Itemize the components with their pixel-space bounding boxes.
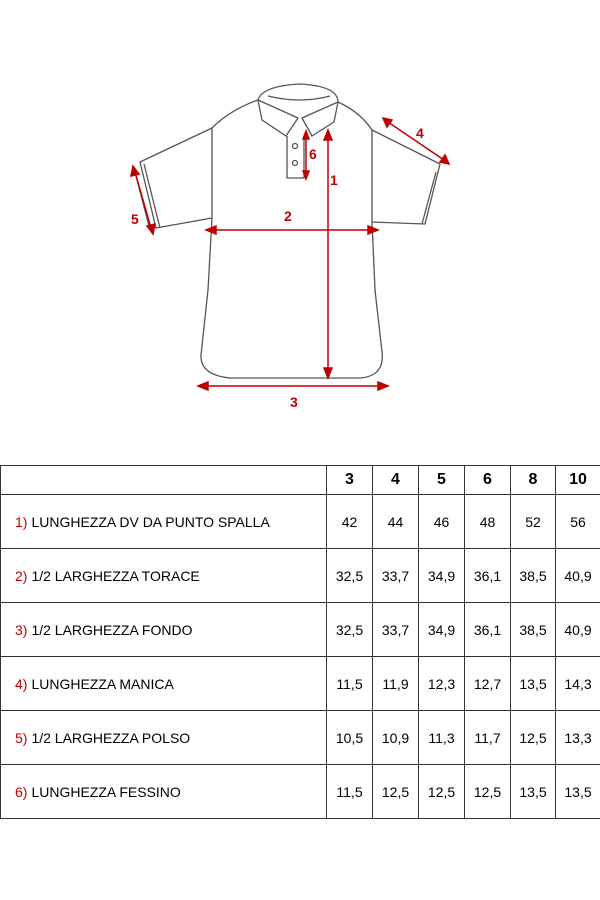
row-number: 6) bbox=[15, 783, 28, 800]
size-header: 4 bbox=[373, 466, 419, 495]
value-cell: 13,5 bbox=[556, 765, 600, 819]
row-number: 1) bbox=[15, 513, 28, 530]
measure-label-6: 6 bbox=[309, 146, 317, 162]
row-label-text: LUNGHEZZA DV DA PUNTO SPALLA bbox=[31, 513, 270, 530]
value-cell: 40,9 bbox=[556, 549, 600, 603]
table-row bbox=[1, 495, 600, 549]
measure-label-3: 3 bbox=[290, 394, 298, 410]
value-cell: 34,9 bbox=[419, 549, 465, 603]
value-cell: 11,5 bbox=[327, 765, 373, 819]
value-cell: 13,5 bbox=[511, 657, 556, 711]
row-label bbox=[1, 765, 327, 819]
measure-label-4: 4 bbox=[416, 125, 424, 141]
header-blank-cell bbox=[1, 466, 327, 495]
value-cell: 12,5 bbox=[419, 765, 465, 819]
value-cell: 12,5 bbox=[373, 765, 419, 819]
value-cell: 10,5 bbox=[327, 711, 373, 765]
size-header-row bbox=[1, 466, 600, 495]
size-header: 8 bbox=[511, 466, 556, 495]
value-cell: 48 bbox=[465, 495, 511, 549]
value-cell: 11,7 bbox=[465, 711, 511, 765]
row-label bbox=[1, 495, 327, 549]
row-number: 5) bbox=[15, 729, 28, 746]
value-cell: 46 bbox=[419, 495, 465, 549]
value-cell: 38,5 bbox=[511, 549, 556, 603]
table-row bbox=[1, 657, 600, 711]
size-header: 5 bbox=[419, 466, 465, 495]
value-cell: 13,5 bbox=[511, 765, 556, 819]
row-label-text: LUNGHEZZA MANICA bbox=[31, 675, 174, 692]
value-cell: 11,3 bbox=[419, 711, 465, 765]
measure-label-2: 2 bbox=[284, 208, 292, 224]
table-row bbox=[1, 603, 600, 657]
measure-label-1: 1 bbox=[330, 172, 338, 188]
row-label bbox=[1, 549, 327, 603]
row-label bbox=[1, 711, 327, 765]
value-cell: 12,3 bbox=[419, 657, 465, 711]
row-number: 2) bbox=[15, 567, 28, 584]
value-cell: 11,9 bbox=[373, 657, 419, 711]
value-cell: 56 bbox=[556, 495, 600, 549]
table-row bbox=[1, 711, 600, 765]
size-header: 6 bbox=[465, 466, 511, 495]
value-cell: 32,5 bbox=[327, 603, 373, 657]
size-header: 10 bbox=[556, 466, 600, 495]
row-label bbox=[1, 657, 327, 711]
value-cell: 13,3 bbox=[556, 711, 600, 765]
value-cell: 36,1 bbox=[465, 603, 511, 657]
value-cell: 12,7 bbox=[465, 657, 511, 711]
value-cell: 32,5 bbox=[327, 549, 373, 603]
value-cell: 12,5 bbox=[511, 711, 556, 765]
value-cell: 44 bbox=[373, 495, 419, 549]
row-number: 4) bbox=[15, 675, 28, 692]
row-label-text: 1/2 LARGHEZZA POLSO bbox=[31, 729, 191, 746]
value-cell: 33,7 bbox=[373, 603, 419, 657]
row-label-text: 1/2 LARGHEZZA FONDO bbox=[31, 621, 193, 638]
row-label-text: LUNGHEZZA FESSINO bbox=[31, 783, 181, 800]
value-cell: 42 bbox=[327, 495, 373, 549]
measurement-arrows bbox=[131, 118, 449, 390]
value-cell: 10,9 bbox=[373, 711, 419, 765]
value-cell: 40,9 bbox=[556, 603, 600, 657]
table-row bbox=[1, 765, 600, 819]
value-cell: 14,3 bbox=[556, 657, 600, 711]
value-cell: 34,9 bbox=[419, 603, 465, 657]
value-cell: 12,5 bbox=[465, 765, 511, 819]
row-label bbox=[1, 603, 327, 657]
value-cell: 52 bbox=[511, 495, 556, 549]
row-number: 3) bbox=[15, 621, 28, 638]
value-cell: 11,5 bbox=[327, 657, 373, 711]
shirt-outline bbox=[134, 84, 440, 378]
size-header: 3 bbox=[327, 466, 373, 495]
row-label-text: 1/2 LARGHEZZA TORACE bbox=[31, 567, 200, 584]
value-cell: 33,7 bbox=[373, 549, 419, 603]
value-cell: 38,5 bbox=[511, 603, 556, 657]
table-row bbox=[1, 549, 600, 603]
measure-label-5: 5 bbox=[131, 211, 139, 227]
value-cell: 36,1 bbox=[465, 549, 511, 603]
size-table bbox=[0, 465, 600, 819]
